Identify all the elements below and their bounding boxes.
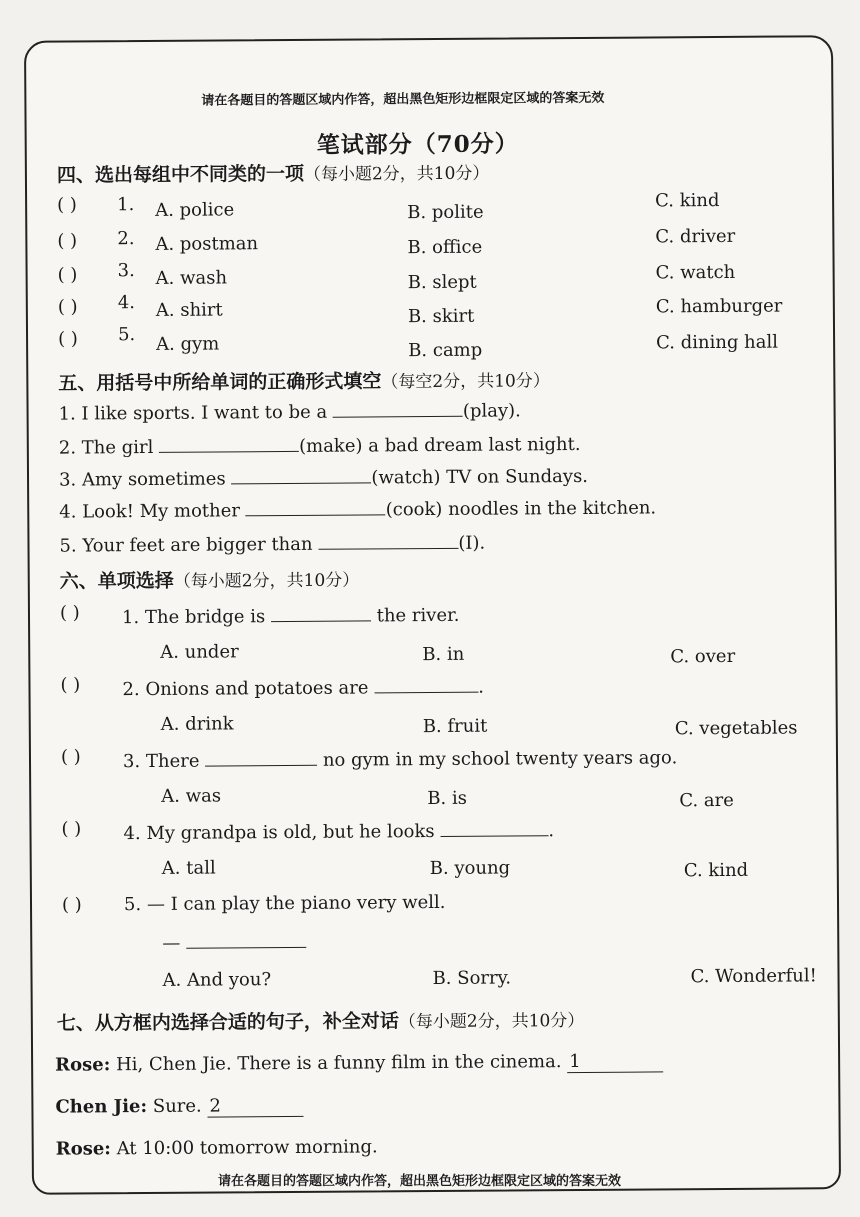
q5-2-hint: (make) xyxy=(298,435,363,457)
section5-title: 五、用括号中所给单词的正确形式填空 xyxy=(58,370,382,395)
q5-2-text: 2. The girl xyxy=(58,436,154,459)
q5-5-hint: (I). xyxy=(458,532,486,554)
answer-paren[interactable]: ( ) xyxy=(61,894,82,916)
q6-4-option-c: C. kind xyxy=(683,859,749,882)
q5-2-after: a bad dream last night. xyxy=(368,433,581,457)
q6-5-option-a: A. And you? xyxy=(162,969,272,991)
q6-2 xyxy=(122,674,484,701)
q6-1-number: 1. xyxy=(121,607,140,629)
dialogue-line-1-text: Hi, Chen Jie. There is a funny film in the cinema. xyxy=(115,1051,562,1076)
q5-4-hint: (cook) xyxy=(385,498,443,521)
q6-3 xyxy=(123,744,677,772)
q5-2-blank[interactable] xyxy=(159,433,299,453)
q6-5-option-c: C. Wonderful! xyxy=(690,965,817,988)
q4-5-number: 5. xyxy=(117,324,136,346)
q4-3-option-a: A. wash xyxy=(155,267,228,289)
q6-4-text: My grandpa is old, but he looks xyxy=(146,820,435,845)
q4-2-number: 2. xyxy=(117,228,135,250)
section7-heading xyxy=(57,1005,585,1036)
q4-2-option-b: B. office xyxy=(407,236,483,259)
bottom-notice: 请在各题目的答题区域内作答，超出黑色矩形边框限定区域的答案无效 xyxy=(218,1174,622,1189)
q6-3-option-a: A. was xyxy=(161,785,222,807)
q6-1 xyxy=(122,602,460,628)
answer-paren[interactable]: ( ) xyxy=(60,746,81,768)
q6-1-option-a: A. under xyxy=(160,641,239,663)
answer-paren[interactable]: ( ) xyxy=(61,818,82,840)
q6-2-option-c: C. vegetables xyxy=(674,717,798,740)
q5-3-hint: (watch) xyxy=(371,466,441,489)
q4-4-option-b: B. skirt xyxy=(407,305,475,328)
q5-4 xyxy=(59,494,656,522)
q6-3-text: There xyxy=(145,750,200,773)
q6-5-option-b: B. Sorry. xyxy=(432,967,512,990)
q6-4-number: 4. xyxy=(123,823,141,845)
section7-points: （每小题2分，共10分） xyxy=(398,1010,585,1033)
section4-title: 四、选出每组中不同类的一项 xyxy=(56,162,305,187)
q6-2-after: . xyxy=(478,676,485,698)
q4-4-option-c: C. hamburger xyxy=(655,295,783,318)
q6-5-blank[interactable] xyxy=(186,929,306,949)
q5-3-after: TV on Sundays. xyxy=(446,465,589,488)
q6-4-blank[interactable] xyxy=(440,817,548,837)
answer-sheet xyxy=(24,35,841,1195)
q6-5-number: 5. xyxy=(123,894,142,916)
answer-paren[interactable]: ( ) xyxy=(57,264,78,286)
q5-5-blank[interactable] xyxy=(318,530,458,550)
q4-1-option-b: B. polite xyxy=(407,201,484,224)
section4-heading xyxy=(57,158,490,188)
q5-4-text: 4. Look! My mother xyxy=(59,500,241,523)
q6-2-number: 2. xyxy=(122,679,140,701)
speaker-rose: Rose: xyxy=(55,1054,111,1076)
q6-1-option-c: C. over xyxy=(670,645,736,668)
q6-5-dash: — xyxy=(162,932,181,954)
answer-paren[interactable]: ( ) xyxy=(59,602,80,624)
answer-paren[interactable]: ( ) xyxy=(57,230,78,252)
q5-5 xyxy=(59,530,485,557)
q6-1-blank[interactable] xyxy=(271,602,371,622)
speaker-chen-jie: Chen Jie: xyxy=(55,1096,148,1118)
q6-1-text: The bridge is xyxy=(144,606,266,629)
answer-paren[interactable]: ( ) xyxy=(60,674,81,696)
section5-points: （每空2分，共10分） xyxy=(381,371,550,393)
dialogue-line-3 xyxy=(56,1136,378,1159)
dialogue-blank-1[interactable]: 1 xyxy=(567,1050,663,1073)
q6-1-after: the river. xyxy=(376,604,460,627)
dialogue-line-3-text: At 10:00 tomorrow morning. xyxy=(116,1136,378,1160)
q4-2-option-c: C. driver xyxy=(655,225,736,248)
q6-5 xyxy=(124,892,446,915)
q6-4-option-b: B. young xyxy=(429,857,511,880)
section7-title: 七、从方框内选择合适的句子，补全对话 xyxy=(56,1010,399,1035)
q5-1-text: 1. I like sports. I want to be a xyxy=(58,401,328,425)
q4-3-option-b: B. slept xyxy=(407,271,477,294)
top-notice: 请在各题目的答题区域内作答，超出黑色矩形边框限定区域的答案无效 xyxy=(201,90,605,109)
q5-1-hint: (play). xyxy=(462,400,521,422)
q5-1 xyxy=(58,397,520,424)
dialogue-line-1 xyxy=(55,1050,663,1076)
answer-paren[interactable]: ( ) xyxy=(57,328,78,350)
dialogue-blank-2[interactable]: 2 xyxy=(207,1095,303,1118)
q6-3-after: no gym in my school twenty years ago. xyxy=(322,747,678,771)
q6-4 xyxy=(123,817,554,844)
q4-3-option-c: C. watch xyxy=(655,261,736,284)
q5-4-after: noodles in the kitchen. xyxy=(448,497,657,520)
q4-4-number: 4. xyxy=(117,292,136,314)
q5-5-text: 5. Your feet are bigger than xyxy=(59,533,313,557)
q6-3-blank[interactable] xyxy=(205,747,317,767)
section6-points: （每小题2分，共10分） xyxy=(173,570,360,592)
q4-1-number: 1. xyxy=(117,194,135,216)
q6-5-reply xyxy=(162,929,306,954)
q5-2 xyxy=(59,431,581,459)
q6-2-option-b: B. fruit xyxy=(422,715,488,738)
q5-3 xyxy=(59,463,588,491)
q5-4-blank[interactable] xyxy=(246,496,386,516)
q6-3-option-b: B. is xyxy=(427,787,468,810)
q4-2-option-a: A. postman xyxy=(155,233,259,255)
q6-2-blank[interactable] xyxy=(374,674,478,694)
q6-4-after: . xyxy=(548,820,555,842)
section6-title: 六、单项选择 xyxy=(59,569,174,593)
q6-5-text: — I can play the piano very well. xyxy=(146,891,446,916)
q5-1-blank[interactable] xyxy=(333,398,463,418)
q4-3-number: 3. xyxy=(117,260,135,282)
q5-3-text: 3. Amy sometimes xyxy=(58,468,226,491)
section5-heading xyxy=(58,365,550,395)
section-title: 笔试部分（70分） xyxy=(316,130,519,159)
answer-paren[interactable]: ( ) xyxy=(57,194,77,216)
q4-5-option-a: A. gym xyxy=(156,333,220,355)
q6-3-option-c: C. are xyxy=(679,789,734,812)
q6-2-text: Onions and potatoes are xyxy=(145,677,369,701)
q4-1-option-a: A. police xyxy=(155,199,235,221)
speaker-rose: Rose: xyxy=(55,1138,111,1160)
q5-3-blank[interactable] xyxy=(231,464,371,484)
dialogue-line-2 xyxy=(55,1095,303,1119)
section4-points: （每小题2分，共10分） xyxy=(303,163,490,185)
q4-5-option-c: C. dining hall xyxy=(656,331,779,354)
q6-3-number: 3. xyxy=(122,751,141,773)
q4-1-option-c: C. kind xyxy=(655,189,720,212)
q6-2-option-a: A. drink xyxy=(160,713,234,735)
q6-4-option-a: A. tall xyxy=(161,857,216,879)
q6-1-option-b: B. in xyxy=(422,643,465,666)
section6-heading xyxy=(60,565,360,594)
answer-paren[interactable]: ( ) xyxy=(57,296,78,318)
dialogue-line-2-text: Sure. xyxy=(152,1095,202,1117)
q4-4-option-a: A. shirt xyxy=(155,299,223,321)
q4-5-option-b: B. camp xyxy=(408,339,483,362)
